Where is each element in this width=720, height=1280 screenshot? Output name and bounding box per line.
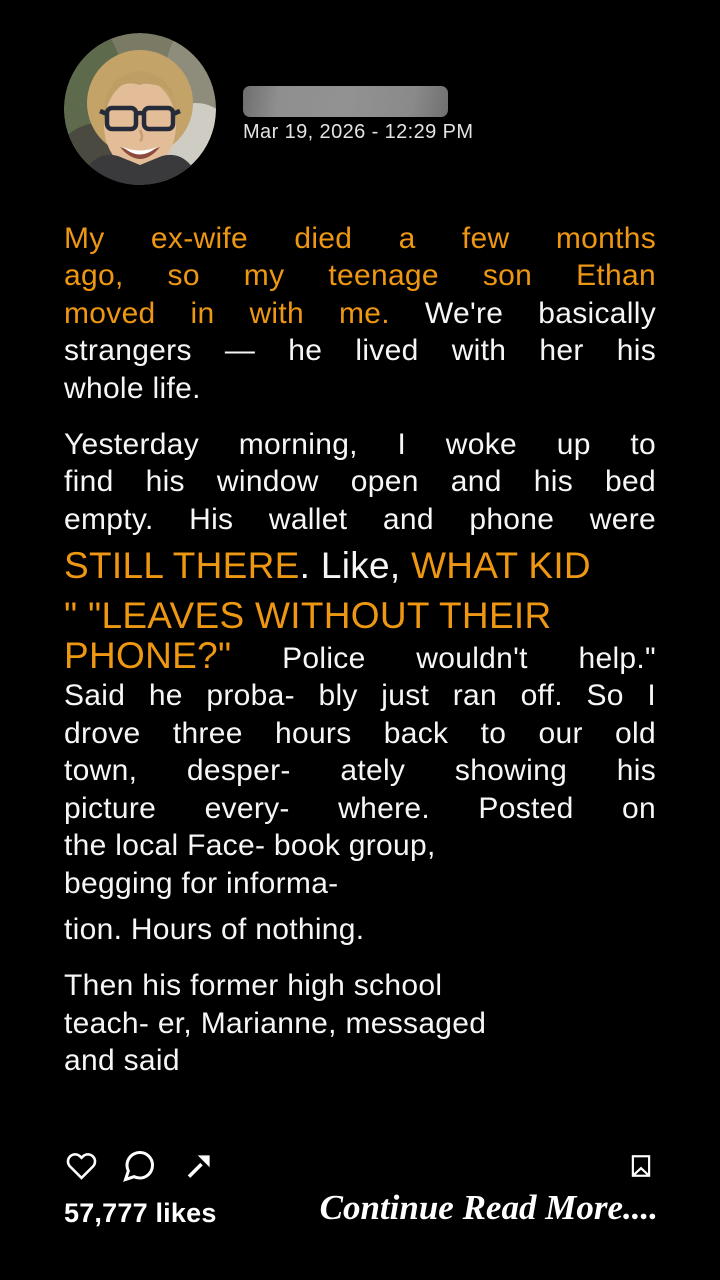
post-text-line: Yesterday morning, I woke up to (64, 428, 656, 462)
post-text-line: drove three hours back to our old (64, 716, 656, 750)
post-text-line: town, desper- ately showing his (64, 754, 656, 788)
post-text-line: moved in with me. We're basically (64, 296, 657, 330)
avatar[interactable] (64, 33, 216, 185)
post-text-line: empty. His wallet and phone were (64, 502, 656, 536)
profile-photo-icon (64, 33, 216, 185)
post-text-line: My ex-wife died a few months (64, 222, 656, 255)
post-header (64, 33, 473, 185)
post-text-line: picture every- where. Posted on (64, 791, 656, 825)
post-text-line: strangers — he lived with her his (64, 334, 656, 368)
post-text-line: STILL THERE. Like, WHAT KID (64, 545, 591, 587)
post-text-line: PHONE?" Police wouldn't help." (64, 635, 656, 677)
post-text-line: begging for informa- (64, 866, 339, 900)
comment-icon[interactable] (121, 1148, 157, 1189)
post-header-meta (243, 33, 473, 185)
post-body (64, 220, 656, 1080)
post-text-line: teach- er, Marianne, messaged (64, 1006, 487, 1040)
post-text-line: Then his former high school (64, 969, 443, 1003)
post-timestamp: Mar 19, 2026 - 12:29 PM (243, 121, 474, 143)
likes-count[interactable]: 57,777 likes (64, 1198, 217, 1228)
post-text-line: ago, so my teenage son Ethan (64, 259, 656, 293)
post-text-line: tion. Hours of nothing. (64, 912, 365, 946)
post-text-line: whole life. (64, 371, 201, 405)
heart-icon[interactable] (66, 1150, 97, 1187)
share-icon[interactable] (184, 1151, 214, 1186)
redacted-username (243, 86, 448, 117)
post-text-line: find his window open and his bed (64, 465, 656, 499)
post-actions (66, 1148, 214, 1189)
post-text-line: " "LEAVES WITHOUT THEIR (64, 594, 552, 636)
bookmark-icon[interactable] (628, 1148, 654, 1189)
read-more-link[interactable]: Continue Read More.... (319, 1188, 658, 1227)
post-text-line: and said (64, 1044, 180, 1078)
post-text-line: Said he proba- bly just ran off. So I (64, 679, 656, 713)
post-text-line: the local Face- book group, (64, 829, 436, 863)
